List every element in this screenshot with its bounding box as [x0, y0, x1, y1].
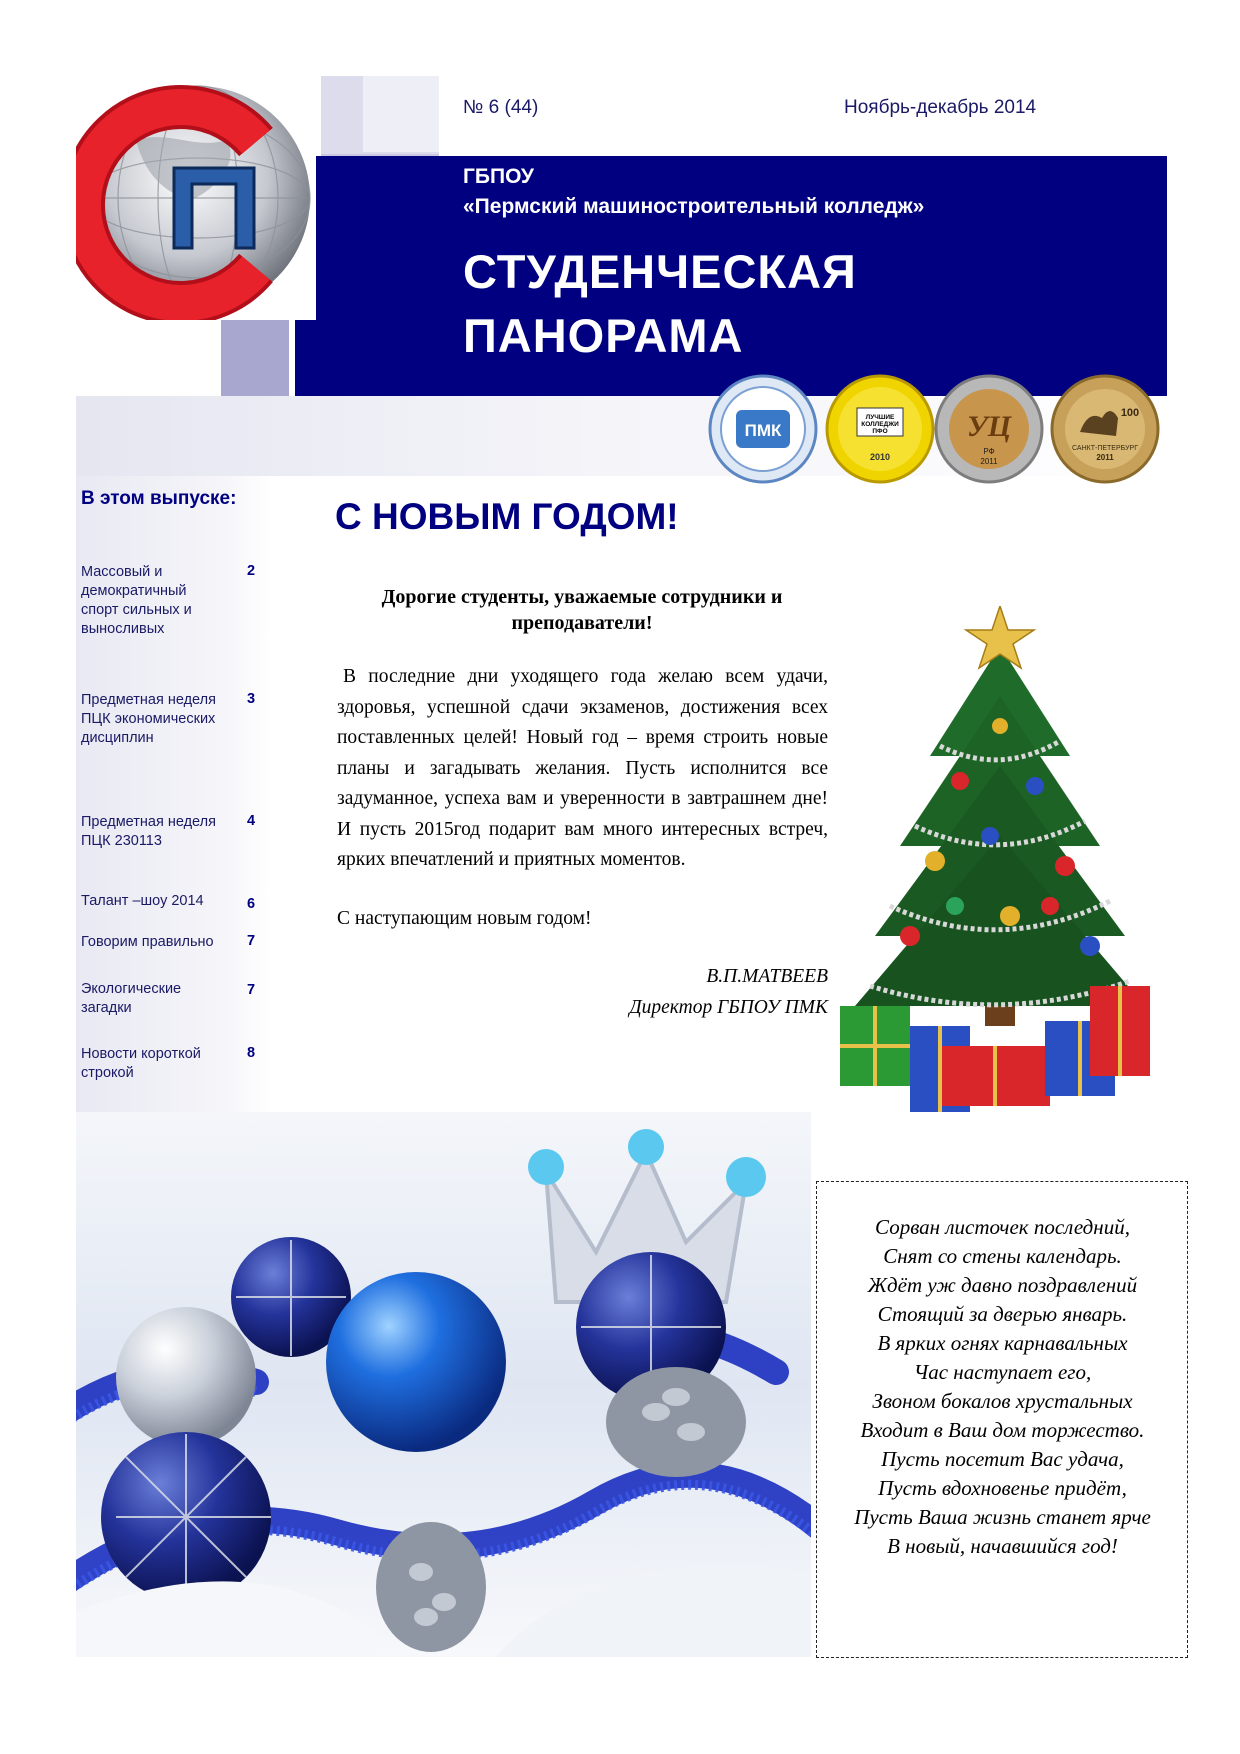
toc-item-title[interactable]: Предметная неделя ПЦК 230113	[81, 814, 216, 849]
decor-square	[221, 318, 289, 396]
poem-line: Входит в Ваш дом торжество.	[860, 1418, 1145, 1442]
svg-text:УЦ: УЦ	[966, 410, 1012, 443]
toc-item-page: 3	[247, 691, 256, 707]
magazine-title-line1: СТУДЕНЧЕСКАЯ	[463, 245, 857, 298]
svg-text:100: 100	[1120, 407, 1140, 419]
toc-item-title[interactable]: Талант –шоу 2014	[81, 893, 204, 909]
poem-line: Ждёт уж давно поздравлений	[867, 1273, 1138, 1297]
svg-text:КОЛЛЕДЖИ: КОЛЛЕДЖИ	[861, 421, 899, 428]
poem-line: Снят со стены календарь.	[883, 1244, 1122, 1268]
poem-line: Стоящий за дверью январь.	[877, 1302, 1128, 1326]
article-closing: С наступающим новым годом!	[337, 908, 592, 929]
toc-item-page: 7	[247, 933, 256, 949]
poem-line: Звоном бокалов хрустальных	[872, 1389, 1133, 1413]
toc-item-page: 2	[247, 563, 256, 579]
signature-name: В.П.МАТВЕЕВ	[706, 966, 828, 987]
magazine-title-line2: ПАНОРАМА	[463, 309, 744, 362]
christmas-tree-icon	[840, 606, 1160, 1116]
toc-item-title[interactable]: Говорим правильно	[81, 934, 214, 950]
colleges-medal-icon	[825, 374, 935, 484]
poem-line: Пусть Ваша жизнь станет ярче	[854, 1505, 1151, 1529]
poem-line: Пусть посетит Вас удача,	[881, 1447, 1124, 1471]
toc-item-page: 7	[247, 982, 256, 998]
medal-year: 2011	[1096, 453, 1114, 462]
issue-number: № 6 (44)	[463, 97, 539, 118]
organization-full-name: «Пермский машиностроительный колледж»	[463, 195, 925, 218]
issue-date: Ноябрь-декабрь 2014	[844, 97, 1037, 118]
toc-item-title[interactable]: Новости короткой строкой	[81, 1046, 201, 1081]
training-centers-medal-icon	[934, 374, 1044, 484]
article-greeting: Дорогие студенты, уважаемые сотрудники и преподаватели!	[381, 586, 783, 634]
toc-item-page: 8	[247, 1045, 256, 1061]
signature-title: Директор ГБПОУ ПМК	[629, 997, 828, 1018]
poem-line: Сорван листочек последний,	[875, 1215, 1130, 1239]
svg-text:САНКТ-ПЕТЕРБУРГ: САНКТ-ПЕТЕРБУРГ	[1072, 445, 1138, 452]
toc-heading: В этом выпуске:	[81, 488, 237, 509]
toc-item-title[interactable]: Массовый и демократичный спорт сильных и выносливых	[81, 564, 192, 637]
toc-item-page: 4	[247, 813, 256, 829]
svg-text:ПФО: ПФО	[872, 428, 888, 435]
poem-line: В ярких огнях карнавальных	[877, 1331, 1128, 1355]
article-body: В последние дни уходящего года желаю всем удачи, здоровья, успешной сдачи экзаменов, достижения всех поставленных целей! Новый год – время строить новые планы и загадывать желания. Пусть исполнится все задуманное, успеха вам и уверенности в завтрашнем дне! И пусть 2015год подарит вам много интересных встреч, ярких впечатлений и приятных моментов.	[337, 666, 828, 870]
organization-name: ГБПОУ	[463, 165, 534, 188]
poem-line: В новый, начавшийся год!	[887, 1534, 1118, 1558]
pmk-medal-icon	[708, 374, 818, 484]
christmas-ornaments-image	[76, 1112, 811, 1657]
poem-line: Час наступает его,	[913, 1360, 1092, 1384]
medal-year: 2011	[980, 457, 998, 466]
toc-item-title[interactable]: Экологические загадки	[81, 981, 182, 1016]
medal-label: ПМК	[744, 421, 782, 440]
toc-item-title[interactable]: Предметная неделя ПЦК экономических дисциплин	[81, 692, 216, 746]
poem-line: Пусть вдохновенье придёт,	[878, 1476, 1127, 1500]
toc-item-page: 6	[247, 896, 256, 912]
top100-medal-icon	[1050, 374, 1160, 484]
medal-label: РФ	[983, 447, 995, 456]
article-headline: С НОВЫМ ГОДОМ!	[335, 496, 679, 537]
decor-square	[363, 76, 439, 152]
svg-text:ЛУЧШИЕ: ЛУЧШИЕ	[865, 414, 895, 421]
medal-year: 2010	[869, 452, 891, 462]
globe-logo-icon	[76, 80, 316, 320]
